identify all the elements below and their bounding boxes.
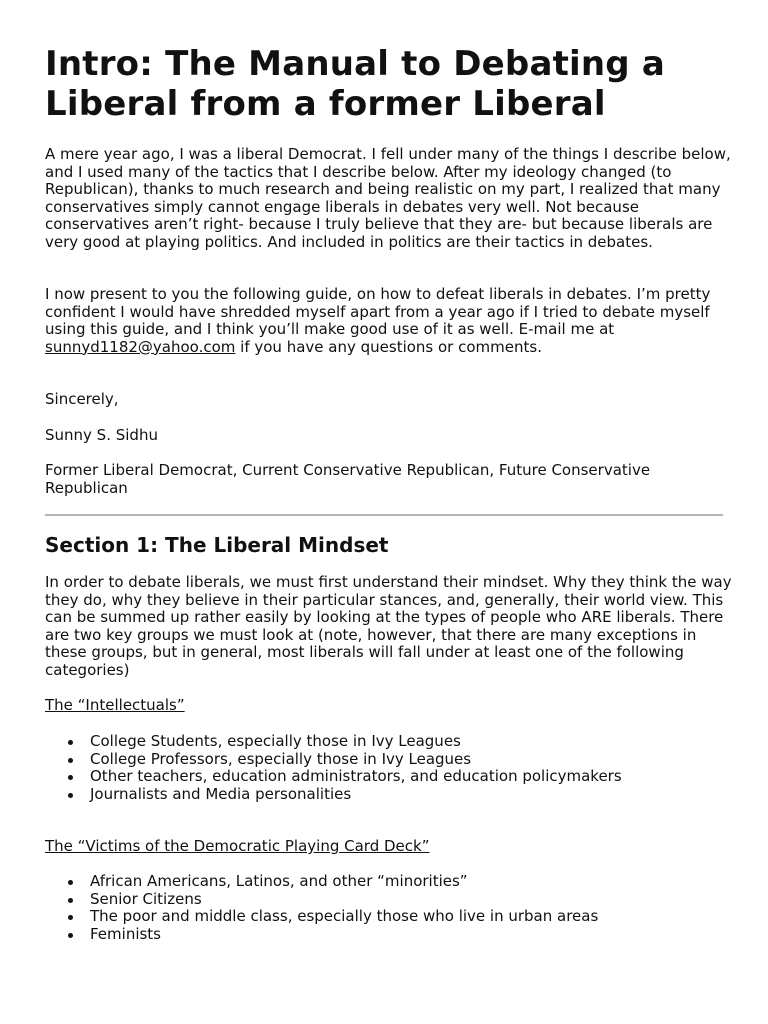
list-item-text: College Professors, especially those in Ivy Leagues — [90, 749, 472, 768]
list-item-text: Journalists and Media personalities — [90, 784, 352, 803]
bullet-icon — [68, 793, 73, 798]
group-heading-intellectuals: The “Intellectuals” — [45, 696, 185, 714]
section-heading: Section 1: The Liberal Mindset — [45, 533, 389, 557]
list-item-text: African Americans, Latinos, and other “minorities” — [90, 872, 468, 890]
intro-text-after-email: if you have any questions or comments. — [235, 337, 542, 356]
author-name: Sunny S. Sidhu — [45, 426, 158, 444]
closing-salutation: Sincerely, — [45, 390, 119, 408]
list-item — [45, 873, 735, 891]
author-signature-line: Former Liberal Democrat, Current Conservative Republican, Future Conservative Republican — [45, 461, 651, 497]
list-item — [45, 926, 735, 944]
intro-paragraph: A mere year ago, I was a liberal Democrat. I fell under many of the things I describe below, and I used many of the tactics that I describe below. After my ideology changed (to Republican), thanks to much research and being realistic on my part, I realized that many conservatives simply cannot engage liberals in debates very well. Not because conservatives aren’t right- because I truly believe that they are- but because liberals are very good at playing politics. And included in politics are their tactics in debates. — [45, 145, 731, 251]
intro-paragraph-contact — [45, 286, 735, 356]
email-link[interactable]: sunnyd1182@yahoo.com — [45, 337, 236, 356]
intro-text-before-email: I now present to you the following guide, on how to defeat liberals in debates. I’m pretty confident I would have shredded myself apart from a year ago if I tried to debate myself using this guide, and I think you’ll make good use of it as well. E-mail me at — [45, 285, 711, 339]
bullet-icon — [68, 775, 73, 780]
victims-list — [45, 873, 735, 943]
section-divider — [45, 514, 723, 516]
list-item — [45, 733, 735, 751]
bullet-icon — [68, 898, 73, 903]
list-item — [45, 786, 735, 804]
intellectuals-list — [45, 733, 735, 803]
list-item-text: College Students, especially those in Ivy Leagues — [90, 732, 461, 750]
bullet-icon — [68, 880, 73, 885]
page-title: Intro: The Manual to Debating a Liberal from a former Liberal — [45, 44, 666, 124]
list-item — [45, 768, 735, 786]
list-item-text: Other teachers, education administrators, and education policymakers — [90, 767, 622, 786]
list-item — [45, 908, 735, 926]
bullet-icon — [68, 915, 73, 920]
group-heading-victims: The “Victims of the Democratic Playing Card Deck” — [45, 837, 430, 855]
list-item-text: Senior Citizens — [90, 889, 202, 908]
bullet-icon — [68, 933, 73, 938]
list-item — [45, 891, 735, 909]
bullet-icon — [68, 740, 73, 745]
section-body: In order to debate liberals, we must first understand their mindset. Why they think the way they do, why they believe in their particular stances, and, generally, their world view. This can be summed up rather easily by looking at the types of people who ARE liberals. There are two key groups we must look at (note, however, that there are many exceptions in these groups, but in general, most liberals will fall under at least one of the following categories) — [45, 573, 732, 679]
list-item-text: The poor and middle class, especially those who live in urban areas — [90, 907, 599, 926]
list-item — [45, 751, 735, 769]
list-item-text: Feminists — [90, 924, 162, 943]
bullet-icon — [68, 758, 73, 763]
